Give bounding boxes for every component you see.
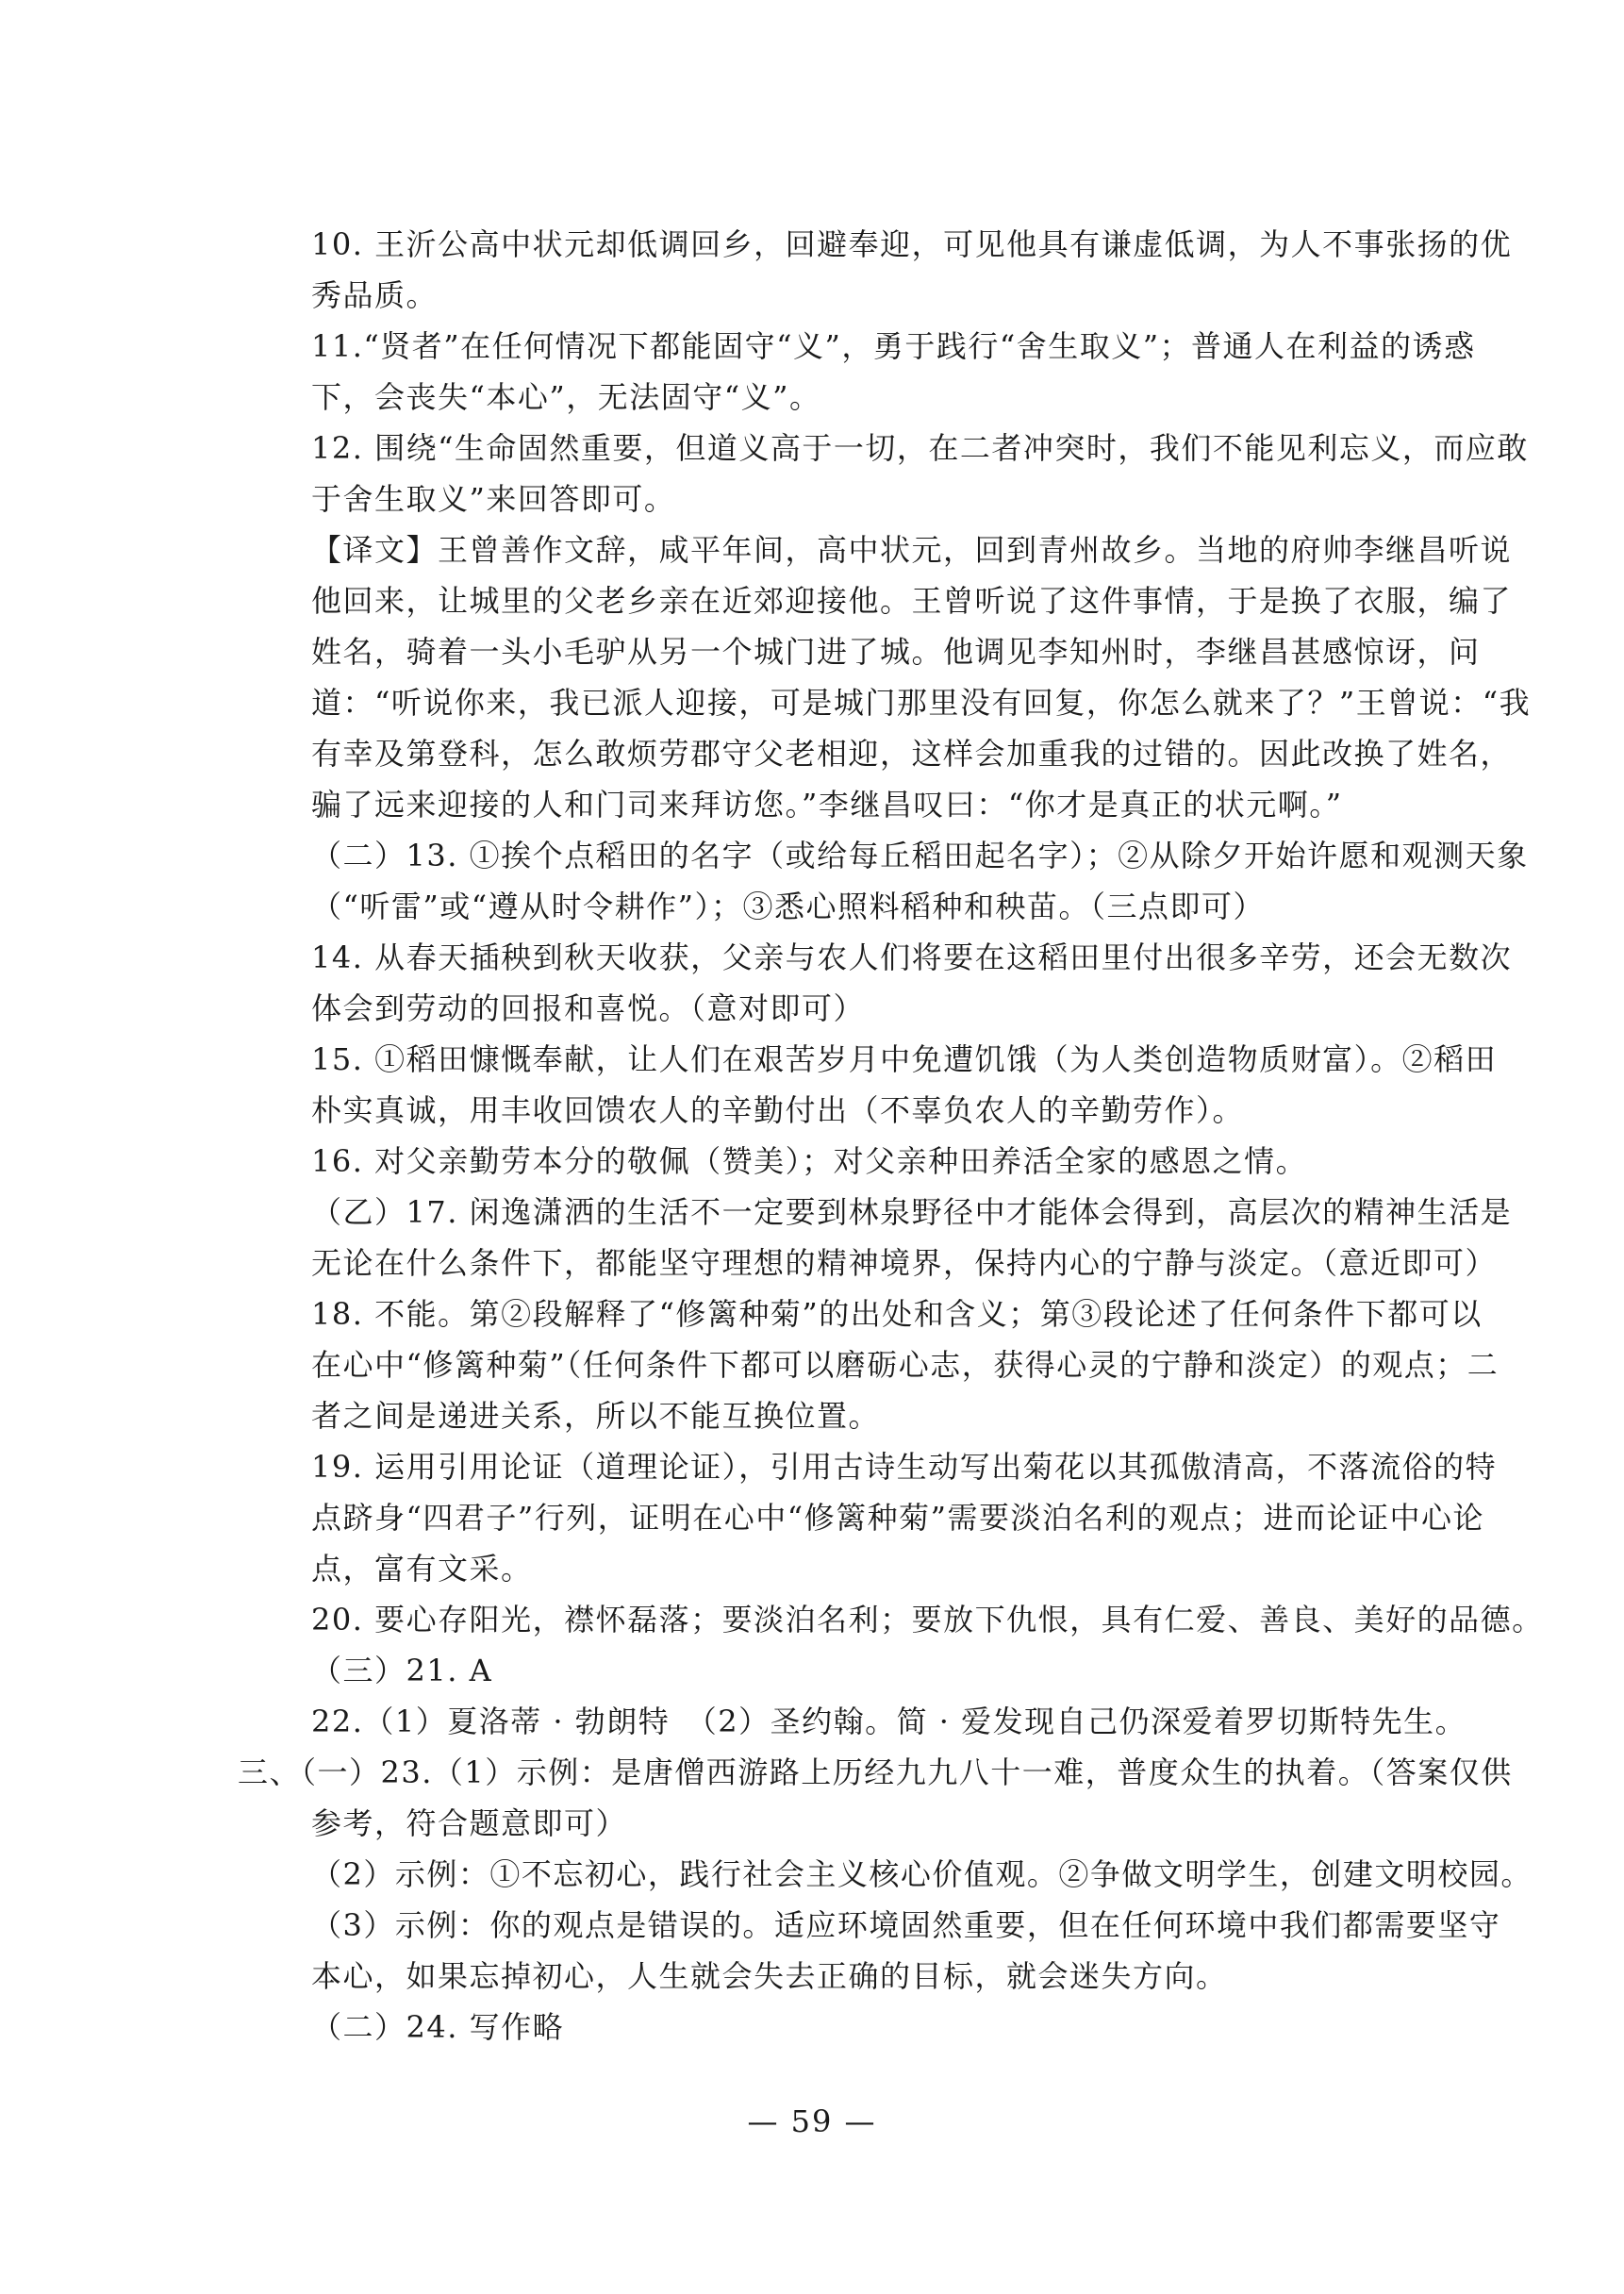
answer-text-block [238, 219, 1544, 2053]
text-line: 无论在什么条件下，都能坚守理想的精神境界，保持内心的宁静与淡定。（意近即可） [311, 1245, 1498, 1281]
text-line: 有幸及第登科，怎么敢烦劳郡守父老相迎，这样会加重我的过错的。因此改换了姓名， [311, 736, 1513, 772]
text-line: 本心，如果忘掉初心，人生就会失去正确的目标，就会迷失方向。 [311, 1958, 1228, 1994]
text-line: 10. 王沂公高中状元却低调回乡，回避奉迎，可见他具有谦虚低调，为人不事张扬的优 [311, 226, 1513, 262]
text-line: （“听雷”或“遵从时令耕作”）；③悉心照料稻种和秧苗。（三点即可） [311, 889, 1265, 924]
text-line: 下，会丧失“本心”，无法固守“义”。 [311, 379, 821, 415]
text-line: 道：“听说你来，我已派人迎接，可是城门那里没有回复，你怎么就来了？”王曾说：“我 [311, 685, 1532, 721]
text-line: 20. 要心存阳光，襟怀磊落；要淡泊名利；要放下仇恨，具有仁爱、善良、美好的品德。 [311, 1602, 1544, 1637]
text-line: 12. 围绕“生命固然重要，但道义高于一切，在二者冲突时，我们不能见利忘义，而应敢 [311, 430, 1529, 466]
text-line: 11.“贤者”在任何情况下都能固守“义”，勇于践行“舍生取义”；普通人在利益的诱惑 [311, 328, 1476, 364]
text-line: 骗了远来迎接的人和门司来拜访您。”李继昌叹曰：“你才是真正的状元啊。” [311, 787, 1343, 823]
text-line: 16. 对父亲勤劳本分的敬佩（赞美）；对父亲种田养活全家的感恩之情。 [311, 1143, 1308, 1179]
text-line: （3）示例：你的观点是错误的。适应环境固然重要，但在任何环境中我们都需要坚守 [311, 1907, 1501, 1943]
text-line: （乙）17. 闲逸潇洒的生活不一定要到林泉野径中才能体会得到，高层次的精神生活是 [311, 1194, 1513, 1230]
text-line: 参考，符合题意即可） [311, 1805, 628, 1841]
text-line: 姓名，骑着一头小毛驴从另一个城门进了城。他调见李知州时，李继昌甚感惊讶，问 [311, 634, 1481, 670]
text-line: 在心中“修篱种菊”（任何条件下都可以磨砺心志，获得心灵的宁静和淡定）的观点；二 [311, 1347, 1500, 1383]
text-line: 者之间是递进关系，所以不能互换位置。 [311, 1398, 881, 1434]
text-line: 18. 不能。第②段解释了“修篱种菊”的出处和含义；第③段论述了任何条件下都可以 [311, 1296, 1483, 1332]
section-three-heading-line: 三、（一）23.（1）示例：是唐僧西游路上历经九九八十一难，普度众生的执着。（答案仅供 [238, 1754, 1513, 1790]
text-line: 14. 从春天插秧到秋天收获，父亲与农人们将要在这稻田里付出很多辛劳，还会无数次 [311, 939, 1513, 975]
text-line: （二）13. ①挨个点稻田的名字（或给每丘稻田起名字）；②从除夕开始许愿和观测天象 [311, 838, 1529, 873]
text-line: 秀品质。 [311, 277, 439, 313]
text-line: 【译文】王曾善作文辞，咸平年间，高中状元，回到青州故乡。当地的府帅李继昌听说 [311, 532, 1513, 568]
text-line: 19. 运用引用论证（道理论证），引用古诗生动写出菊花以其孤傲清高，不落流俗的特 [311, 1449, 1498, 1485]
page-number: — 59 — [747, 2103, 877, 2139]
text-line: 体会到劳动的回报和喜悦。（意对即可） [311, 990, 866, 1026]
text-line: 22.（1）夏洛蒂 · 勃朗特 （2）圣约翰。简 · 爱发现自己仍深爱着罗切斯特先生。 [311, 1704, 1467, 1739]
text-line: 点，富有文采。 [311, 1551, 533, 1587]
text-line: （2）示例：①不忘初心，践行社会主义核心价值观。②争做文明学生，创建文明校园。 [311, 1856, 1533, 1892]
text-line: 15. ①稻田慷慨奉献，让人们在艰苦岁月中免遭饥饿（为人类创造物质财富）。②稻田 [311, 1041, 1498, 1077]
text-line: 他回来，让城里的父老乡亲在近郊迎接他。王曾听说了这件事情，于是换了衣服，编了 [311, 583, 1513, 619]
text-line: 点跻身“四君子”行列，证明在心中“修篱种菊”需要淡泊名利的观点；进而论证中心论 [311, 1500, 1484, 1536]
text-line: 于舍生取义”来回答即可。 [311, 481, 676, 517]
text-line: （三）21. A [311, 1653, 493, 1688]
text-line: 朴实真诚，用丰收回馈农人的辛勤付出（不辜负农人的辛勤劳作）。 [311, 1092, 1245, 1128]
text-line: （二）24. 写作略 [311, 2009, 565, 2045]
